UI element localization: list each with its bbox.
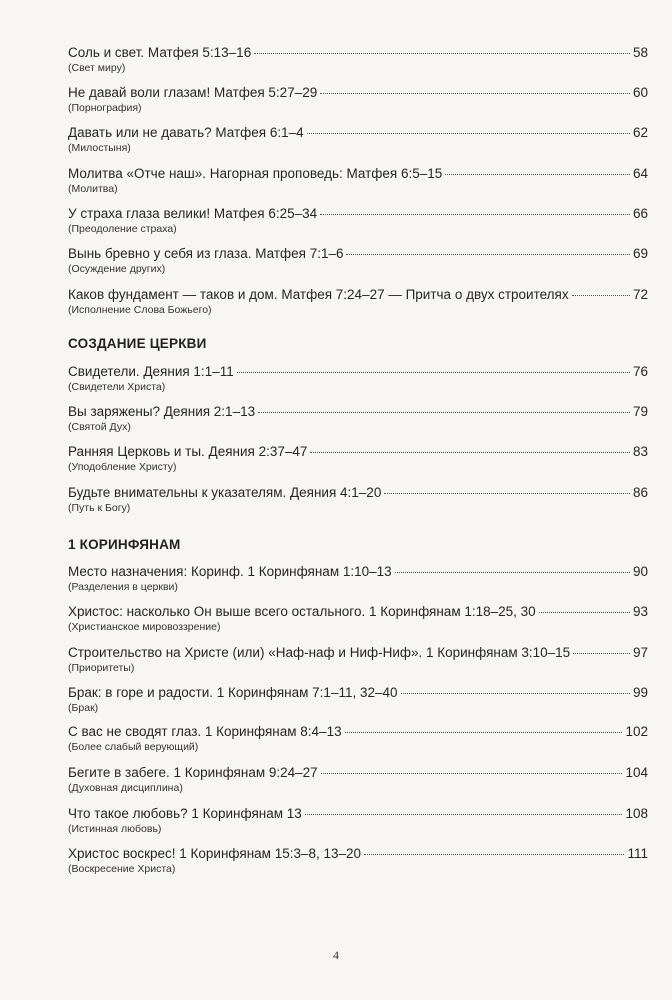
entry-page: 90 bbox=[632, 564, 648, 579]
leader-dots bbox=[258, 412, 630, 413]
toc-entry[interactable] bbox=[68, 805, 648, 836]
toc-entry[interactable] bbox=[68, 124, 648, 155]
entry-subtitle: (Осуждение других) bbox=[68, 263, 166, 275]
entry-subtitle: (Воскресение Христа) bbox=[68, 863, 176, 875]
entry-subtitle: (Путь к Богу) bbox=[68, 502, 131, 514]
entry-page: 76 bbox=[632, 364, 648, 379]
leader-dots bbox=[572, 295, 630, 296]
entry-subtitle: (Христианское мировоззрение) bbox=[68, 621, 221, 633]
entry-subtitle: (Свидетели Христа) bbox=[68, 381, 166, 393]
leader-dots bbox=[539, 612, 630, 613]
toc-entry[interactable] bbox=[68, 245, 648, 276]
entry-page: 60 bbox=[632, 85, 648, 100]
page-number: 4 bbox=[333, 948, 339, 962]
leader-dots bbox=[401, 693, 630, 694]
entry-title: Молитва «Отче наш». Нагорная проповедь: Матфея 6:5–15 bbox=[68, 166, 443, 181]
entry-page: 99 bbox=[632, 685, 648, 700]
toc-entry[interactable] bbox=[68, 205, 648, 236]
entry-subtitle: (Порнография) bbox=[68, 102, 142, 114]
entry-subtitle: (Исполнение Слова Божьего) bbox=[68, 304, 212, 316]
toc-entry[interactable] bbox=[68, 764, 648, 795]
toc-entry[interactable] bbox=[68, 44, 648, 75]
toc-entry[interactable] bbox=[68, 563, 648, 594]
toc-entry[interactable] bbox=[68, 603, 648, 634]
leader-dots bbox=[320, 93, 630, 94]
entry-subtitle: (Милостыня) bbox=[68, 142, 131, 154]
entry-title: Брак: в горе и радости. 1 Коринфянам 7:1–11, 32–40 bbox=[68, 685, 398, 700]
entry-subtitle: (Разделения в церкви) bbox=[68, 581, 178, 593]
entry-subtitle: (Уподобление Христу) bbox=[68, 461, 177, 473]
entry-page: 108 bbox=[625, 806, 648, 821]
leader-dots bbox=[305, 814, 623, 815]
entry-subtitle: (Более слабый верующий) bbox=[68, 741, 199, 753]
entry-page: 102 bbox=[625, 724, 648, 739]
section-heading: 1 КОРИНФЯНАМ bbox=[68, 537, 181, 552]
leader-dots bbox=[310, 452, 630, 453]
leader-dots bbox=[395, 572, 630, 573]
entry-page: 86 bbox=[632, 485, 648, 500]
entry-subtitle: (Преодоление страха) bbox=[68, 223, 177, 235]
entry-title: С вас не сводят глаз. 1 Коринфянам 8:4–13 bbox=[68, 724, 342, 739]
entry-title: Христос воскрес! 1 Коринфянам 15:3–8, 13–20 bbox=[68, 846, 362, 861]
toc-entry[interactable] bbox=[68, 286, 648, 317]
entry-title: Соль и свет. Матфея 5:13–16 bbox=[68, 45, 252, 60]
entry-title: Будьте внимательны к указателям. Деяния 4:1–20 bbox=[68, 485, 382, 500]
toc-entry[interactable] bbox=[68, 443, 648, 474]
toc-entry[interactable] bbox=[68, 363, 648, 394]
entry-page: 83 bbox=[632, 444, 648, 459]
leader-dots bbox=[320, 214, 630, 215]
entry-subtitle: (Молитва) bbox=[68, 183, 118, 195]
entry-page: 79 bbox=[632, 404, 648, 419]
entry-page: 69 bbox=[632, 246, 648, 261]
entry-title: Христос: насколько Он выше всего остального. 1 Коринфянам 1:18–25, 30 bbox=[68, 604, 536, 619]
leader-dots bbox=[345, 732, 623, 733]
entry-page: 62 bbox=[632, 125, 648, 140]
leader-dots bbox=[445, 174, 630, 175]
entry-title: Вынь бревно у себя из глаза. Матфея 7:1–6 bbox=[68, 246, 344, 261]
toc-entry[interactable] bbox=[68, 84, 648, 115]
leader-dots bbox=[254, 53, 630, 54]
entry-page: 66 bbox=[632, 206, 648, 221]
section-heading: СОЗДАНИЕ ЦЕРКВИ bbox=[68, 336, 207, 351]
entry-title: Не давай воли глазам! Матфея 5:27–29 bbox=[68, 85, 318, 100]
entry-page: 97 bbox=[632, 645, 648, 660]
entry-subtitle: (Свет миру) bbox=[68, 62, 126, 74]
leader-dots bbox=[321, 773, 623, 774]
entry-page: 111 bbox=[627, 846, 648, 861]
entry-title: У страха глаза велики! Матфея 6:25–34 bbox=[68, 206, 318, 221]
entry-title: Вы заряжены? Деяния 2:1–13 bbox=[68, 404, 256, 419]
entry-title: Давать или не давать? Матфея 6:1–4 bbox=[68, 125, 304, 140]
entry-page: 72 bbox=[632, 287, 648, 302]
entry-title: Бегите в забеге. 1 Коринфянам 9:24–27 bbox=[68, 765, 318, 780]
entry-page: 104 bbox=[625, 765, 648, 780]
leader-dots bbox=[384, 493, 630, 494]
leader-dots bbox=[346, 254, 629, 255]
toc-entry[interactable] bbox=[68, 484, 648, 515]
entry-title: Строительство на Христе (или) «Наф-наф и Ниф-Ниф». 1 Коринфянам 3:10–15 bbox=[68, 645, 571, 660]
toc-entry[interactable] bbox=[68, 644, 648, 675]
leader-dots bbox=[364, 854, 624, 855]
entry-subtitle: (Святой Дух) bbox=[68, 421, 131, 433]
toc-entry[interactable] bbox=[68, 723, 648, 754]
entry-subtitle: (Брак) bbox=[68, 702, 99, 714]
entry-page: 64 bbox=[632, 166, 648, 181]
entry-title: Каков фундамент — таков и дом. Матфея 7:24–27 — Притча о двух строителях bbox=[68, 287, 569, 302]
entry-subtitle: (Истинная любовь) bbox=[68, 823, 162, 835]
entry-title: Свидетели. Деяния 1:1–11 bbox=[68, 364, 234, 379]
toc-entry[interactable] bbox=[68, 684, 648, 715]
entry-title: Что такое любовь? 1 Коринфянам 13 bbox=[68, 806, 302, 821]
leader-dots bbox=[237, 372, 630, 373]
entry-page: 58 bbox=[632, 45, 648, 60]
leader-dots bbox=[573, 653, 630, 654]
toc-entry[interactable] bbox=[68, 165, 648, 196]
toc-entry[interactable] bbox=[68, 403, 648, 434]
entry-subtitle: (Приоритеты) bbox=[68, 662, 135, 674]
toc-entry[interactable] bbox=[68, 845, 648, 876]
leader-dots bbox=[307, 133, 630, 134]
entry-title: Ранняя Церковь и ты. Деяния 2:37–47 bbox=[68, 444, 308, 459]
entry-page: 93 bbox=[632, 604, 648, 619]
entry-subtitle: (Духовная дисциплина) bbox=[68, 782, 183, 794]
entry-title: Место назначения: Коринф. 1 Коринфянам 1:10–13 bbox=[68, 564, 392, 579]
